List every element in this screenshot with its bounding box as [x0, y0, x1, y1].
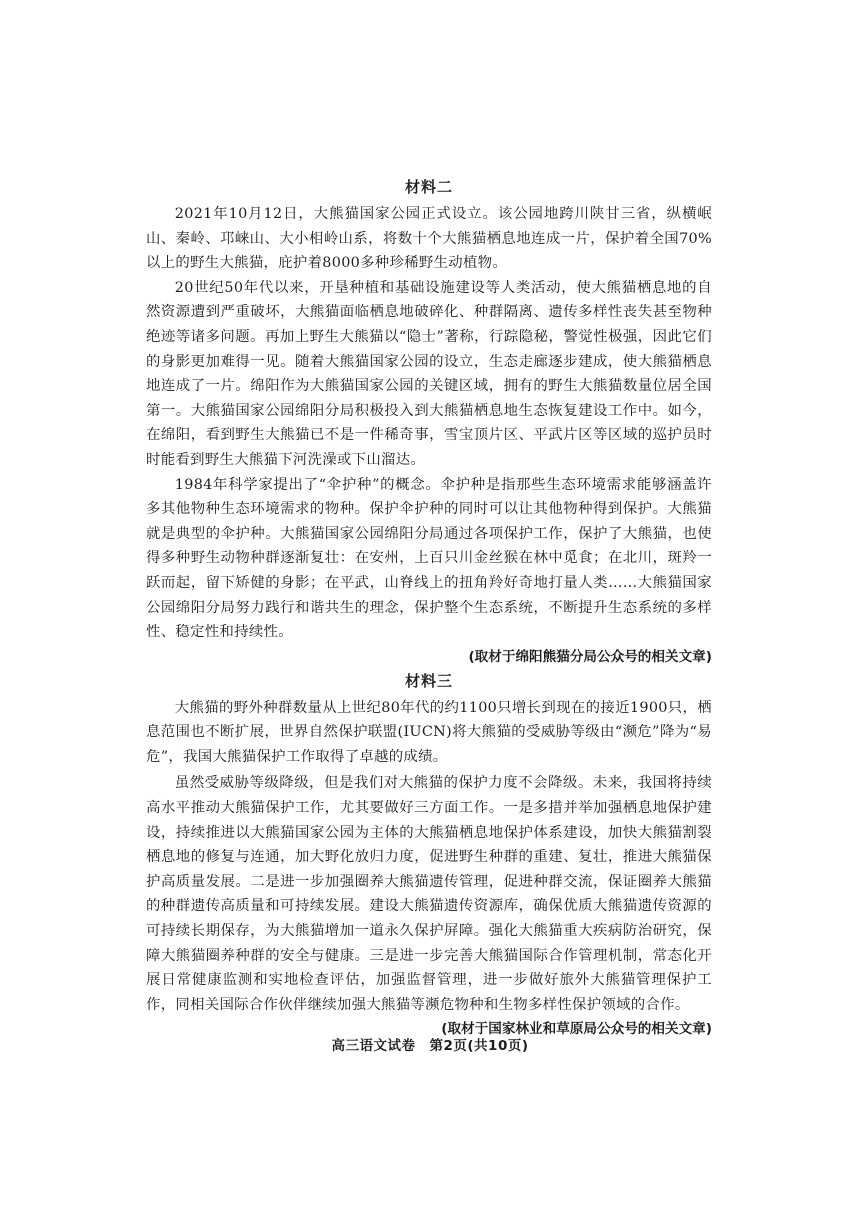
exam-page-content — [146, 176, 712, 1042]
material-2-paragraph-1: 2021年10月12日，大熊猫国家公园正式设立。该公园地跨川陕甘三省，纵横岷山、秦岭、邛崃山、大小相岭山系，将数十个大熊猫栖息地连成一片，保护着全国70%以上的野生大熊猫，庇护着8000多种珍稀野生动植物。 — [146, 206, 712, 272]
material-2-paragraph-2: 20世纪50年代以来，开垦种植和基础设施建设等人类活动，使大熊猫栖息地的自然资源遭到严重破坏，大熊猫面临栖息地破碎化、种群隔离、遗传多样性丧失甚至物种绝迹等诸多问题。再加上野生大熊猫以“隐士”著称，行踪隐秘，警觉性极强，因此它们的身影更加难得一见。随着大熊猫国家公园的设立，生态走廊逐步建成，使大熊猫栖息地连成了一片。绵阳作为大熊猫国家公园的关键区域，拥有的野生大熊猫数量位居全国第一。大熊猫国家公园绵阳分局积极投入到大熊猫栖息地生态恢复建设工作中。如今，在绵阳，看到野生大熊猫已不是一件稀奇事，雪宝顶片区、平武片区等区域的巡护员时时能看到野生大熊猫下河洗澡或下山溜达。 — [146, 279, 712, 468]
material-3-paragraph-1: 大熊猫的野外种群数量从上世纪80年代的约1100只增长到现在的接近1900只，栖息范围也不断扩展，世界自然保护联盟(IUCN)将大熊猫的受威胁等级由“濒危”降为“易危”，我国大熊猫保护工作取得了卓越的成绩。 — [146, 699, 712, 765]
page-footer: 高三语文试卷 第2页(共10页) — [331, 1038, 529, 1054]
material-3-heading: 材料三 — [404, 671, 453, 690]
material-2-source: (取材于绵阳熊猫分局公众号的相关文章) — [468, 648, 712, 665]
material-3-paragraph-2: 虽然受威胁等级降级，但是我们对大熊猫的保护力度不会降级。未来，我国将持续高水平推动大熊猫保护工作，尤其要做好三方面工作。一是多措并举加强栖息地保护建设，持续推进以大熊猫国家公园为主体的大熊猫栖息地保护体系建设，加快大熊猫割裂栖息地的修复与连通，加大野化放归力度，促进野生种群的重建、复壮，推进大熊猫保护高质量发展。二是进一步加强圈养大熊猫遗传管理，促进种群交流，保证圈养大熊猫的种群遗传高质量和可持续发展。建设大熊猫遗传资源库，确保优质大熊猫遗传资源的可持续长期保存，为大熊猫增加一道永久保护屏障。强化大熊猫重大疾病防治研究，保障大熊猫圈养种群的安全与健康。三是进一步完善大熊猫国际合作管理机制，常态化开展日常健康监测和实地检查评估，加强监督管理，进一步做好旅外大熊猫管理保护工作，同相关国际合作伙伴继续加强大熊猫等濒危物种和生物多样性保护领域的合作。 — [146, 775, 712, 1013]
material-2-heading: 材料二 — [404, 178, 453, 196]
material-3-source: (取材于国家林业和草原局公众号的相关文章) — [441, 1021, 712, 1038]
material-2-paragraph-3: 1984年科学家提出了“伞护种”的概念。伞护种是指那些生态环境需求能够涵盖许多其他物种生态环境需求的物种。保护伞护种的同时可以让其他物种得到保护。大熊猫就是典型的伞护种。大熊猫国家公园绵阳分局通过各项保护工作，保护了大熊猫，也使得多种野生动物种群逐渐复壮：在安州，上百只川金丝猴在林中觅食；在北川，斑羚一跃而起，留下矫健的身影；在平武，山脊线上的扭角羚好奇地打量人类……大熊猫国家公园绵阳分局努力践行和谐共生的理念，保护整个生态系统，不断提升生态系统的多样性、稳定性和持续性。 — [146, 476, 712, 641]
